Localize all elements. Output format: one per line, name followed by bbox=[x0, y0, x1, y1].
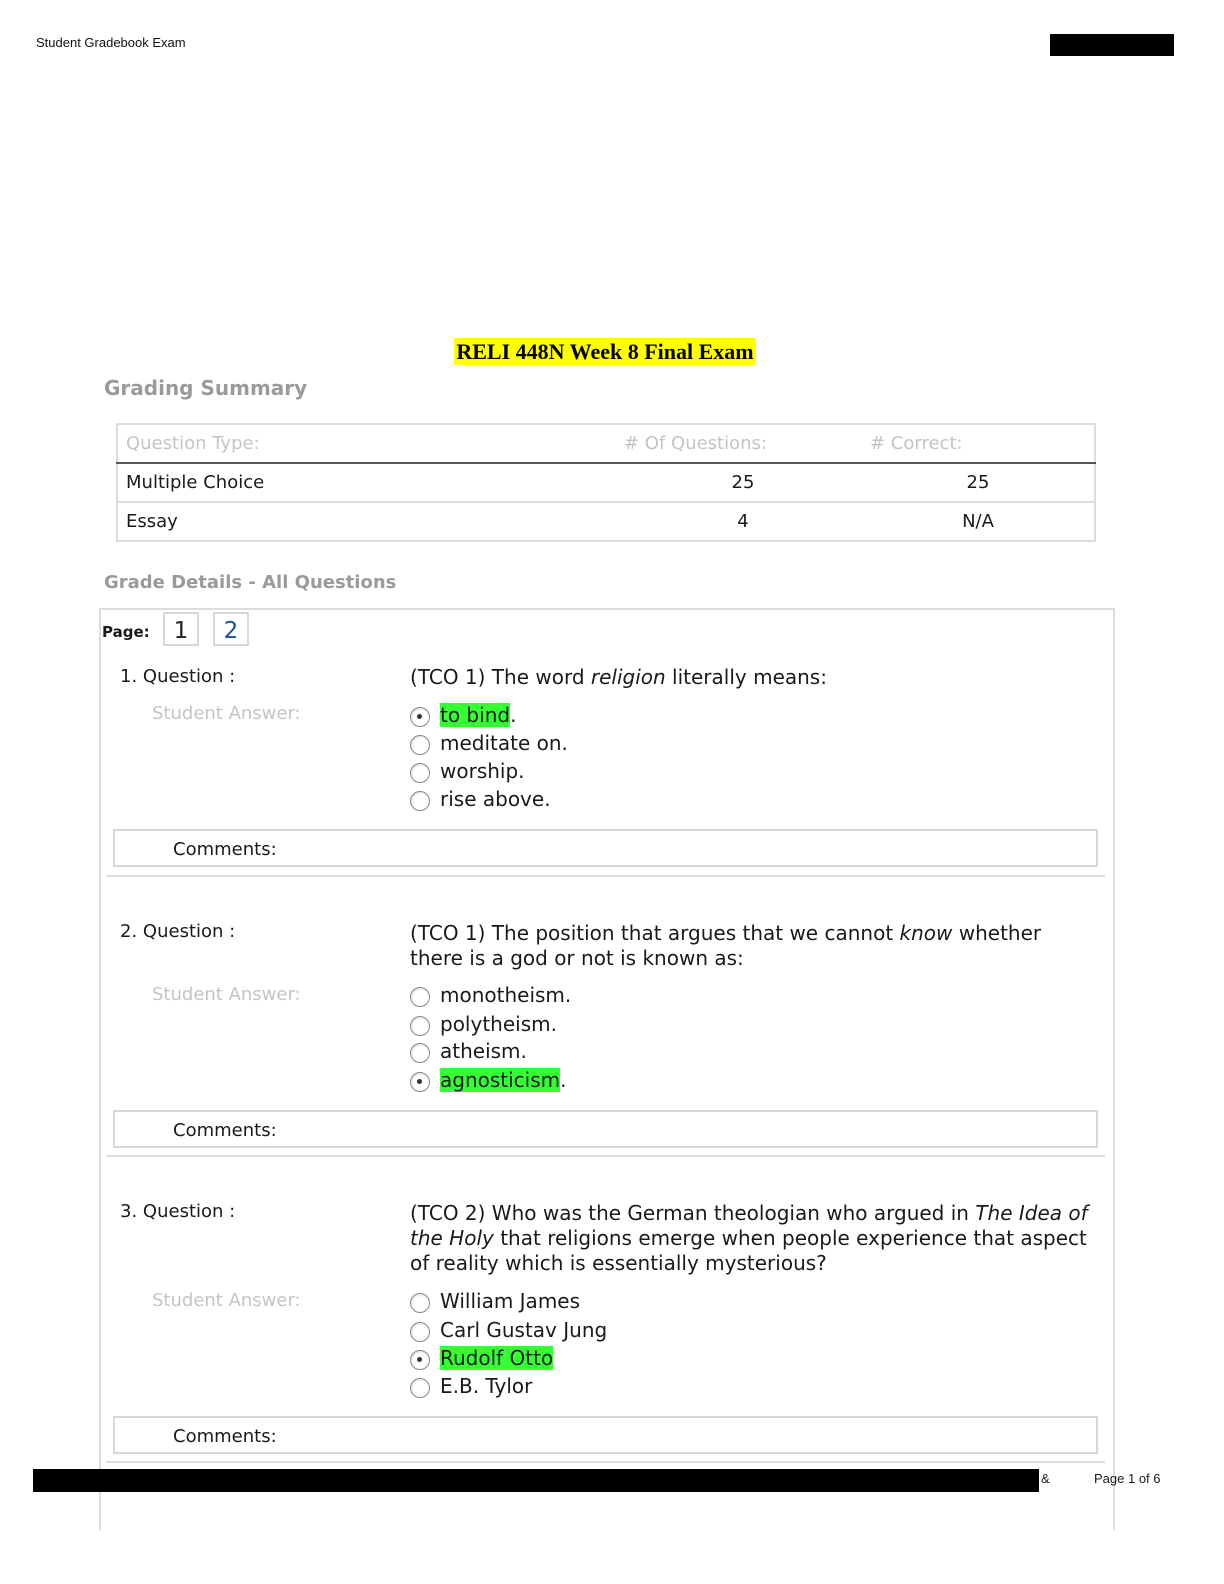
radio-icon[interactable] bbox=[410, 1043, 430, 1063]
radio-icon[interactable] bbox=[410, 1378, 430, 1398]
student-answer-label: Student Answer: bbox=[152, 984, 301, 1005]
radio-icon[interactable] bbox=[410, 791, 430, 811]
col-num-correct: # Correct: bbox=[862, 424, 1095, 463]
radio-icon[interactable] bbox=[410, 1293, 430, 1313]
answer-option[interactable]: polytheism. bbox=[410, 1010, 557, 1038]
answer-option[interactable]: E.B. Tylor bbox=[410, 1372, 532, 1400]
grade-details-frame bbox=[99, 608, 1115, 1530]
radio-icon[interactable] bbox=[410, 763, 430, 783]
student-answer-label: Student Answer: bbox=[152, 703, 301, 724]
answer-option[interactable]: Rudolf Otto bbox=[410, 1344, 553, 1372]
page-link-2[interactable]: 2 bbox=[213, 612, 249, 646]
radio-selected-icon[interactable] bbox=[410, 707, 430, 727]
summary-count-cell: 4 bbox=[624, 502, 862, 541]
document-header-title: Student Gradebook Exam bbox=[36, 35, 186, 50]
comments-box: Comments: bbox=[113, 1110, 1098, 1148]
summary-row bbox=[117, 502, 1095, 541]
radio-icon[interactable] bbox=[410, 735, 430, 755]
radio-selected-icon[interactable] bbox=[410, 1072, 430, 1092]
page-link-1[interactable]: 1 bbox=[163, 612, 199, 646]
grading-summary-title: Grading Summary bbox=[104, 376, 308, 400]
question-label: 3. Question : bbox=[120, 1201, 236, 1222]
summary-type-cell: Multiple Choice bbox=[117, 463, 624, 502]
summary-correct-cell: 25 bbox=[862, 463, 1095, 502]
summary-header-row bbox=[117, 424, 1095, 463]
radio-icon[interactable] bbox=[410, 1016, 430, 1036]
answer-option[interactable]: William James bbox=[410, 1287, 580, 1315]
summary-correct-cell: N/A bbox=[862, 502, 1095, 541]
answer-option[interactable]: agnosticism . bbox=[410, 1066, 567, 1094]
question-divider bbox=[106, 875, 1105, 877]
answer-option[interactable]: atheism. bbox=[410, 1037, 527, 1065]
grading-summary-table bbox=[116, 423, 1096, 542]
answer-option[interactable]: Carl Gustav Jung bbox=[410, 1316, 607, 1344]
col-num-questions: # Of Questions: bbox=[624, 424, 862, 463]
comments-box: Comments: bbox=[113, 829, 1098, 867]
radio-selected-icon[interactable] bbox=[410, 1350, 430, 1370]
answer-option[interactable]: worship. bbox=[410, 757, 525, 785]
footer-page-number: Page 1 of 6 bbox=[1094, 1471, 1161, 1486]
answer-option[interactable]: to bind . bbox=[410, 701, 516, 729]
question-text: (TCO 1) The position that argues that we cannot know whether there is a god or not is known as: bbox=[410, 921, 1042, 970]
exam-title: RELI 448N Week 8 Final Exam bbox=[456, 339, 754, 364]
question-text: (TCO 1) The word religion literally means: bbox=[410, 665, 827, 689]
col-question-type: Question Type: bbox=[117, 424, 624, 463]
question-label: 1. Question : bbox=[120, 666, 236, 687]
summary-type-cell: Essay bbox=[117, 502, 624, 541]
page-label: Page: bbox=[102, 623, 150, 641]
footer-ampersand: & bbox=[1041, 1471, 1050, 1486]
redaction-bar-footer bbox=[33, 1469, 1039, 1492]
answer-option[interactable]: monotheism. bbox=[410, 981, 571, 1009]
answer-option[interactable]: rise above. bbox=[410, 785, 551, 813]
comments-box: Comments: bbox=[113, 1416, 1098, 1454]
question-text: (TCO 2) Who was the German theologian who argued in The Idea of the Holy that religions emerge when people experience that aspect of reality which is essentially mysterious? bbox=[410, 1201, 1088, 1275]
grade-details-title: Grade Details - All Questions bbox=[104, 572, 397, 593]
question-label: 2. Question : bbox=[120, 921, 236, 942]
radio-icon[interactable] bbox=[410, 1322, 430, 1342]
summary-row bbox=[117, 463, 1095, 502]
answer-option[interactable]: meditate on. bbox=[410, 729, 568, 757]
radio-icon[interactable] bbox=[410, 987, 430, 1007]
student-answer-label: Student Answer: bbox=[152, 1290, 301, 1311]
redaction-bar-top bbox=[1050, 34, 1174, 56]
question-divider bbox=[106, 1155, 1105, 1157]
summary-count-cell: 25 bbox=[624, 463, 862, 502]
question-divider bbox=[106, 1461, 1105, 1463]
